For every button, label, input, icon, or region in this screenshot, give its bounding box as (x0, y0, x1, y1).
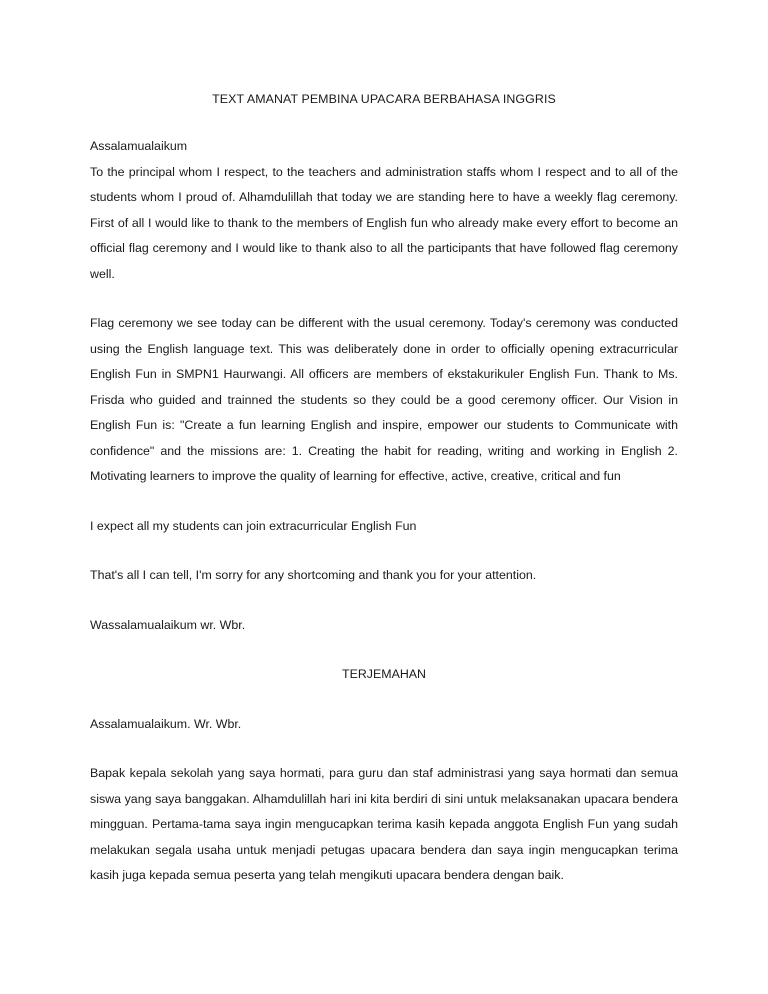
document-page (90, 92, 678, 889)
greeting: Assalamualaikum (90, 139, 188, 153)
paragraph-thanks: That's all I can tell, I'm sorry for any shortcoming and thank you for your attention. (90, 568, 537, 582)
closing: Wassalamualaikum wr. Wbr. (90, 617, 246, 632)
spacer (90, 539, 678, 563)
translation-paragraph: Bapak kepala sekolah yang saya hormati, para guru dan staf administrasi yang saya hormati dan semua siswa yang saya banggakan. Alhamdulillah hari ini kita berdiri di sini untuk melaksanakan upacara bendera mingguan. Pertama-tama saya ingin mengucapkan terima kasih kepada anggota English Fun yang sudah melakukan segala usaha untuk menjadi petugas upacara bendera dan saya ingin mengucapkan terima kasih juga kepada semua peserta yang telah mengikuti upacara bendera dengan baik. (90, 766, 678, 882)
translation-heading: TERJEMAHAN (342, 667, 426, 681)
spacer (90, 638, 678, 662)
spacer (90, 589, 678, 613)
spacer (90, 287, 678, 311)
spacer (90, 490, 678, 514)
document-title: TEXT AMANAT PEMBINA UPACARA BERBAHASA INGGRIS (212, 92, 556, 106)
paragraph-opening: To the principal whom I respect, to the teachers and administration staffs whom I respect and to all of the students whom I proud of. Alhamdulillah that today we are standing here to have a weekly flag ceremony. First of all I would like to thank to the members of English fun who already make every effort to become an official flag ceremony and I would like to thank also to all the participants that have followed flag ceremony well. (90, 164, 678, 281)
spacer (90, 737, 678, 761)
translation-greeting: Assalamualaikum. Wr. Wbr. (90, 716, 242, 731)
paragraph-expectation: I expect all my students can join extracurricular English Fun (90, 518, 417, 533)
spacer (90, 688, 678, 712)
paragraph-ceremony: Flag ceremony we see today can be different with the usual ceremony. Today's ceremony was conducted using the English language text. This was deliberately done in order to officially opening extracurricular English Fun in SMPN1 Haurwangi. All officers are members of ekstakurikuler English Fun. Thank to Ms. Frisda who guided and trainned the students so they could be a good ceremony officer. Our Vision in English Fun is: "Create a fun learning English and inspire, empower our students to Communicate with confidence" and the missions are: 1. Creating the habit for reading, writing and working in English 2. Motivating learners to improve the quality of learning for effective, active, creative, critical and fun (90, 316, 678, 483)
